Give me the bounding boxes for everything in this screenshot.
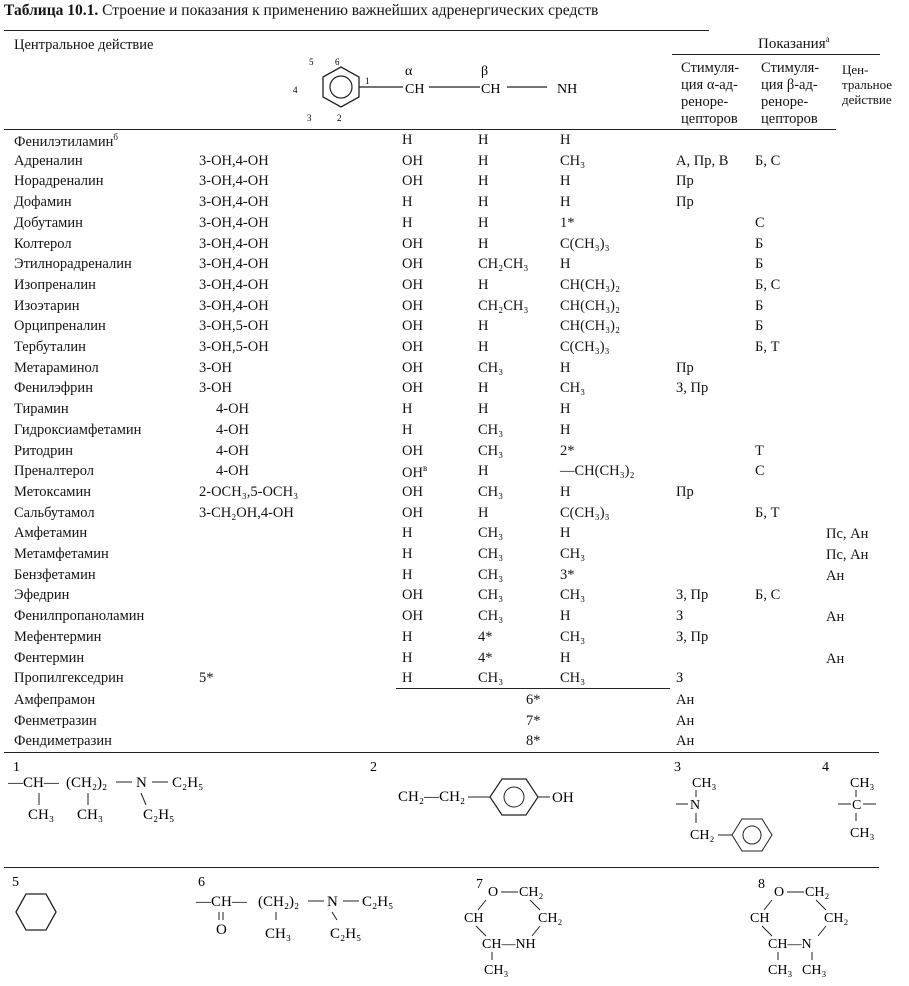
ring-substituent: 3-OH,4-OH: [199, 194, 269, 211]
svg-text:C₂H₅: C₂H₅: [330, 926, 362, 942]
alpha-substituent: OH: [402, 339, 423, 355]
svg-text:2: 2: [370, 760, 377, 775]
alpha-substituent: OH: [402, 152, 423, 169]
n-substituent: CH(CH₃)₂: [560, 276, 621, 293]
indication-alpha: Ан: [676, 691, 695, 708]
svg-text:6: 6: [335, 57, 340, 67]
beta-substituent: H: [478, 194, 489, 211]
drug-name: Фенилпропаноламин: [14, 608, 145, 625]
n-substituent: C(CH₃)₃: [560, 235, 610, 252]
caption-label: Таблица 10.1.: [4, 2, 99, 19]
drug-name: Фенметразин: [14, 712, 97, 729]
svg-text:α: α: [405, 64, 413, 79]
beta-substituent: CH₃: [478, 546, 504, 562]
beta-substituent: H: [478, 276, 489, 293]
svg-text:CH₃: CH₃: [850, 826, 875, 841]
n-substituent: CH(CH₃)₂: [560, 318, 621, 335]
structure-ref: 6*: [526, 691, 541, 708]
caption-rule: [4, 30, 709, 31]
alpha-substituent: OH: [402, 297, 423, 314]
svg-text:N: N: [327, 894, 338, 910]
indication-beta: Б: [755, 235, 764, 252]
alpha-substituent: OH: [402, 504, 423, 521]
n-substituent: H: [560, 132, 571, 148]
svg-text:CH₂: CH₂: [519, 885, 544, 900]
footnote-structure-1: [8, 757, 268, 825]
alpha-substituent: H: [402, 649, 413, 666]
ring-substituent: 3-OH,4-OH: [199, 276, 269, 293]
ring-substituent: 3-OH,5-OH: [199, 339, 269, 355]
drug-name: Добутамин: [14, 214, 83, 231]
drug-name: Фендиметразин: [14, 733, 112, 750]
svg-text:CH—N: CH—N: [768, 937, 812, 952]
drug-name: Амфепрамон: [14, 691, 96, 708]
structure-ref: 8*: [526, 733, 541, 750]
drug-name: Дофамин: [14, 194, 72, 211]
drug-name: Преналтерол: [14, 463, 95, 480]
svg-text:(CH₂)₂: (CH₂)₂: [258, 894, 300, 910]
indication-alpha: Пр: [676, 194, 694, 211]
ring-substituent: 2-OCH₃,5-OCH₃: [199, 483, 299, 500]
n-substituent: H: [560, 401, 571, 418]
ring-substituent: 3-OH,4-OH: [199, 152, 269, 169]
ring-substituent: 3-OH,4-OH: [199, 173, 269, 190]
indication-beta: Б, Т: [755, 504, 780, 521]
indication-beta: Б: [755, 297, 764, 314]
indication-central: Ан: [826, 567, 845, 584]
svg-text:1: 1: [13, 760, 20, 775]
n-substituent: C(CH₃)₃: [560, 339, 610, 355]
ring-substituent: 3-OH,4-OH: [199, 235, 269, 252]
col-alpha-header: Стимуля- ция α-ад- реноре- цепторов: [681, 60, 740, 127]
alpha-substituent: OH: [402, 483, 423, 500]
n-substituent: CH₃: [560, 587, 586, 604]
svg-text:N: N: [136, 775, 147, 791]
drug-name: Сальбутамол: [14, 504, 95, 521]
beta-substituent: H: [478, 318, 489, 335]
beta-substituent: H: [478, 463, 489, 480]
indication-alpha: Пр: [676, 359, 694, 376]
indication-central: Пс, Ан: [826, 526, 869, 543]
svg-text:CH₃: CH₃: [265, 926, 292, 942]
indication-alpha: Ан: [676, 733, 695, 750]
n-substituent: H: [560, 649, 571, 666]
n-substituent: 2*: [560, 442, 575, 459]
n-substituent: CH₃: [560, 628, 586, 645]
drug-name: Фенилэтиламин$^б$: [14, 132, 118, 150]
svg-text:CH: CH: [750, 911, 770, 926]
header-rule: [4, 129, 836, 130]
indication-alpha: З, Пр: [676, 380, 709, 397]
indication-beta: Б: [755, 256, 764, 273]
footnote-structure-8: [738, 872, 878, 980]
footnote-structure-7: [456, 872, 586, 980]
alpha-substituent: $OH^в$: [402, 463, 428, 482]
drug-name: Тирамин: [14, 401, 69, 418]
svg-text:8: 8: [758, 877, 765, 892]
caption-text: Строение и показания к применению важнейших адренергических средств: [102, 2, 599, 19]
n-substituent: H: [560, 256, 571, 273]
alpha-substituent: H: [402, 214, 413, 231]
col-central-header: Цен- тральное действие: [842, 62, 893, 107]
svg-text:N: N: [690, 798, 701, 813]
svg-text:CH₂: CH₂: [824, 911, 849, 926]
col-beta-header: Стимуля- ция β-ад- реноре- цепторов: [761, 60, 820, 127]
n-substituent: —CH(CH₃)₂: [560, 463, 635, 480]
n-substituent: CH₃: [560, 670, 586, 687]
ring-substituent: 3-OH,5-OH: [199, 318, 269, 335]
drug-name: Изоэтарин: [14, 297, 80, 314]
beta-substituent: CH₃: [478, 483, 504, 500]
beta-substituent: CH₃: [478, 525, 504, 542]
svg-text:NH: NH: [557, 82, 578, 97]
svg-text:O: O: [774, 885, 785, 900]
alpha-substituent: H: [402, 546, 413, 562]
indication-beta: С: [755, 463, 765, 480]
svg-text:CH₃: CH₃: [692, 776, 717, 791]
svg-text:β: β: [481, 64, 489, 79]
svg-text:CH₂: CH₂: [538, 911, 563, 926]
indication-beta: Б, С: [755, 276, 781, 293]
beta-substituent: 4*: [478, 628, 493, 645]
ring-substituent: 3-CH₂OH,4-OH: [199, 504, 294, 521]
beta-substituent: H: [478, 132, 489, 148]
svg-text:O: O: [488, 885, 499, 900]
svg-text:CH₂—CH₂: CH₂—CH₂: [398, 789, 466, 805]
beta-substituent: CH₃: [478, 608, 504, 625]
n-substituent: CH(CH₃)₂: [560, 297, 621, 314]
svg-text:CH₃: CH₃: [484, 963, 509, 978]
alpha-substituent: H: [402, 132, 413, 148]
footnote-structure-6: [196, 872, 426, 962]
drug-name: Ритодрин: [14, 442, 73, 459]
svg-text:4: 4: [293, 85, 298, 95]
footnote-structure-2: [368, 757, 608, 825]
alpha-substituent: H: [402, 670, 413, 687]
ring-substituent: 3-OH,4-OH: [199, 297, 269, 314]
n-substituent: CH₃: [560, 546, 586, 562]
alpha-substituent: OH: [402, 276, 423, 293]
indication-alpha: А, Пр, В: [676, 152, 729, 169]
indications-label: Показания$^а$: [758, 34, 830, 52]
alpha-substituent: OH: [402, 380, 423, 397]
footnote-rule-top: [4, 752, 879, 753]
alpha-substituent: H: [402, 566, 413, 583]
n-substituent: H: [560, 525, 571, 542]
svg-text:OH: OH: [552, 790, 574, 806]
ring-substituent: 4-OH: [216, 401, 250, 418]
drug-name: Метоксамин: [14, 483, 91, 500]
alpha-substituent: H: [402, 628, 413, 645]
footnote-marker: в: [422, 463, 428, 474]
footnote-marker: б: [113, 132, 118, 142]
beta-substituent: H: [478, 380, 489, 397]
svg-text:CH₃: CH₃: [850, 776, 875, 791]
n-substituent: H: [560, 421, 571, 438]
svg-text:—CH—: —CH—: [196, 894, 247, 910]
footnote-structure-4: [820, 757, 880, 847]
indication-central: Пс, Ан: [826, 547, 869, 563]
n-substituent: CH₃: [560, 152, 586, 169]
n-substituent: C(CH₃)₃: [560, 504, 610, 521]
svg-text:C: C: [852, 798, 862, 813]
svg-text:4: 4: [822, 760, 829, 775]
drug-name: Этилнорадреналин: [14, 256, 132, 273]
svg-text:CH₃: CH₃: [802, 963, 827, 978]
beta-substituent: H: [478, 401, 489, 418]
svg-text:CH₃: CH₃: [768, 963, 793, 978]
n-substituent: CH₃: [560, 380, 586, 397]
drug-name: Гидроксиамфетамин: [14, 421, 142, 438]
drug-name: Пропилгекседрин: [14, 670, 124, 687]
indication-alpha: Пр: [676, 173, 694, 190]
indication-beta: Б, Т: [755, 339, 780, 355]
drug-name: Эфедрин: [14, 587, 70, 604]
indication-beta: Б, С: [755, 587, 781, 604]
drug-name: Норадреналин: [14, 173, 104, 190]
ring-substituent: 4-OH: [216, 463, 250, 480]
ring-substituent: 4-OH: [216, 442, 250, 459]
svg-text:CH₂: CH₂: [805, 885, 830, 900]
indication-alpha: З: [676, 670, 684, 687]
alpha-substituent: OH: [402, 587, 423, 604]
ring-substituent: 5*: [199, 670, 214, 687]
alpha-substituent: H: [402, 525, 413, 542]
indication-alpha: Ан: [676, 712, 695, 729]
alpha-substituent: H: [402, 194, 413, 211]
svg-text:3: 3: [674, 760, 681, 775]
beta-substituent: H: [478, 235, 489, 252]
n-substituent: H: [560, 608, 571, 625]
svg-text:CH₃: CH₃: [28, 807, 55, 823]
beta-substituent: CH₂CH₃: [478, 256, 529, 273]
drug-name: Колтерол: [14, 235, 72, 252]
svg-text:C₂H₅: C₂H₅: [362, 894, 394, 910]
structure-ref: 7*: [526, 712, 541, 729]
ring-substituent: 3-OH: [199, 380, 233, 397]
svg-text:C₂H₅: C₂H₅: [143, 807, 175, 823]
ring-substituent: 4-OH: [216, 421, 250, 438]
alpha-substituent: OH: [402, 235, 423, 252]
alpha-substituent: OH: [402, 318, 423, 335]
footnote-structure-5: [8, 872, 78, 952]
svg-text:O: O: [216, 922, 227, 938]
table-caption: [4, 2, 598, 20]
svg-text:CH: CH: [405, 82, 425, 97]
drug-name: Изопреналин: [14, 276, 96, 293]
n-substituent: 1*: [560, 214, 575, 231]
svg-text:CH—NH: CH—NH: [482, 937, 536, 952]
alpha-substituent: OH: [402, 442, 423, 459]
svg-text:5: 5: [309, 57, 314, 67]
beta-substituent: CH₃: [478, 587, 504, 604]
footnote-rule-mid: [4, 867, 879, 868]
beta-substituent: H: [478, 173, 489, 190]
drug-name: Орципреналин: [14, 318, 106, 335]
n-substituent: H: [560, 359, 571, 376]
beta-substituent: H: [478, 214, 489, 231]
drug-name: Метамфетамин: [14, 546, 109, 562]
indication-beta: Б, С: [755, 152, 781, 169]
alpha-substituent: OH: [402, 608, 423, 625]
indication-alpha: Пр: [676, 483, 694, 500]
indication-alpha: З, Пр: [676, 628, 709, 645]
indication-central: Ан: [826, 650, 845, 667]
svg-text:2: 2: [337, 113, 342, 123]
svg-text:5: 5: [12, 875, 19, 890]
alpha-substituent: OH: [402, 359, 423, 376]
alpha-substituent: OH: [402, 256, 423, 273]
indication-beta: С: [755, 214, 765, 231]
n-substituent: H: [560, 483, 571, 500]
drug-name: Тербуталин: [14, 339, 86, 355]
svg-text:CH₃: CH₃: [77, 807, 104, 823]
svg-text:7: 7: [476, 877, 483, 892]
alpha-substituent: H: [402, 401, 413, 418]
drug-name: Фентермин: [14, 649, 85, 666]
svg-text:CH: CH: [464, 911, 484, 926]
n-substituent: H: [560, 173, 571, 190]
drug-name: Бензфетамин: [14, 566, 96, 583]
beta-substituent: CH₃: [478, 442, 504, 459]
drug-name: Мефентермин: [14, 628, 102, 645]
indication-beta: Б: [755, 318, 764, 335]
svg-text:CH: CH: [481, 82, 501, 97]
drug-name: Метараминол: [14, 359, 99, 376]
n-substituent: 3*: [560, 566, 575, 583]
indication-alpha: З, Пр: [676, 587, 709, 604]
ring-substituent: 3-OH,4-OH: [199, 256, 269, 273]
svg-text:C₂H₅: C₂H₅: [172, 775, 204, 791]
svg-text:CH₂: CH₂: [690, 828, 715, 843]
beta-substituent: CH₃: [478, 421, 504, 438]
indications-rule: [672, 54, 880, 55]
beta-substituent: H: [478, 152, 489, 169]
beta-substituent: CH₃: [478, 670, 504, 687]
beta-substituent: CH₃: [478, 566, 504, 583]
beta-substituent: CH₃: [478, 359, 504, 376]
ring-substituent: 3-OH,4-OH: [199, 214, 269, 231]
alpha-substituent: H: [402, 421, 413, 438]
drug-name: Амфетамин: [14, 525, 88, 542]
footnote-structure-3: [672, 757, 792, 865]
beta-substituent: 4*: [478, 649, 493, 666]
group-label: Центральное действие: [14, 37, 154, 53]
svg-text:—CH—: —CH—: [8, 775, 59, 791]
beta-substituent: H: [478, 504, 489, 521]
alpha-substituent: OH: [402, 173, 423, 190]
drug-name: Фенилэфрин: [14, 380, 93, 397]
n-substituent: H: [560, 194, 571, 211]
indication-central: Ан: [826, 609, 845, 626]
indication-beta: Т: [755, 442, 764, 459]
svg-text:6: 6: [198, 875, 205, 890]
ring-substituent: 3-OH: [199, 359, 233, 376]
substituent-rule: [396, 688, 670, 689]
scaffold-structure: [285, 55, 615, 125]
svg-text:(CH₂)₂: (CH₂)₂: [66, 775, 108, 791]
beta-substituent: CH₂CH₃: [478, 297, 529, 314]
indication-alpha: З: [676, 608, 684, 625]
beta-substituent: H: [478, 339, 489, 355]
svg-text:3: 3: [307, 113, 312, 123]
svg-text:1: 1: [365, 76, 370, 86]
drug-name: Адреналин: [14, 152, 83, 169]
